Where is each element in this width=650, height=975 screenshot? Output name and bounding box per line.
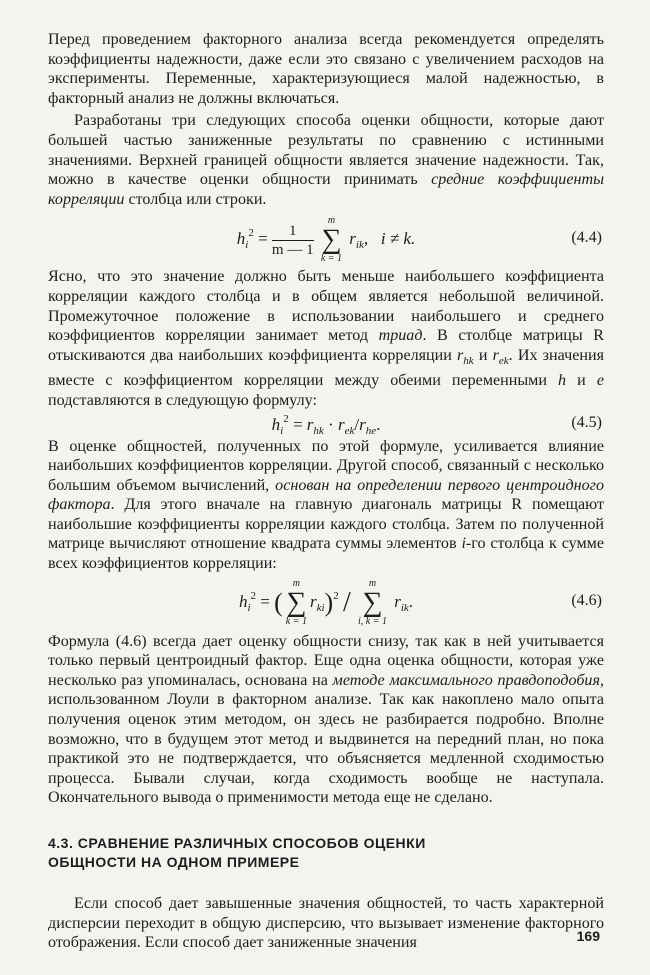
paragraph-max-likelihood: Формула (4.6) всегда дает оценку общности снизу, так как в ней учитывается только первый центроидный фактор. Еще одна оценка общности, которая уже несколько раз упоминалась, основана на методе максимального правдоподобия, использованном Лоули в факторном анализе. Так как накоплено мало опыта получения оценок этим методом, он здесь не разбирается подробно. Вполне возможно, что в будущем этот метод и выдвинется на передний план, но пока практикой это не подтверждается, что объясняется медленной сходимостью процесса. Бывали случаи, когда сходимость вообще не наступала. Окончательного вывода о применимости метода еще не сделано. <box>48 632 604 807</box>
page-number: 169 <box>576 928 600 944</box>
paragraph-methods-intro: Разработаны три следующих способа оценки общности, которые дают большей частью заниженные результаты по сравнению с истинными значениями. Верхней границей общности является значение надежности. Так, можно в качестве оценки общности принимать средние коэффициенты корреляции столбца или строки. <box>48 112 604 208</box>
equation-number: (4.6) <box>571 591 602 609</box>
paragraph-comparison: Если способ дает завышенные значения общностей, то часть характерной дисперсии переходит в общую дисперсию, что вызывает изменение факторного отображения. Если способ дает заниженные значения <box>48 895 604 952</box>
formula-4-6: $h_i^2$ = ( m ∑ k = 1 $r_{ki})^2$ / m ∑ i, k = 1 $r_{ik}$. (4.6) <box>238 577 602 627</box>
paragraph-reliability: Перед проведением факторного анализа всегда рекомендуется определять коэффициенты надежности, даже если это связано с увеличением расходов на эксперименты. Переменные, характеризующиеся малой надежностью, в факторный анализ не должны включаться. <box>48 31 604 107</box>
formula-4-5: $h_i^2 = r_{hk} \cdot r_{ek}/r_{he}$. (4.5) <box>271 412 602 437</box>
section-heading: 4.3. СРАВНЕНИЕ РАЗЛИЧНЫХ СПОСОБОВ ОЦЕНКИ ОБЩНОСТИ НА ОДНОМ ПРИМЕРЕ <box>48 835 426 870</box>
equation-number: (4.4) <box>571 229 602 247</box>
paragraph-triad-method: Ясно, что это значение должно быть меньше наибольшего коэффициента корреляции каждого столбца и в общем является небольшой величиной. Промежуточное положение в использовании наибольшего и среднего коэффициентов корреляции занимает метод триад. В столбце матрицы R отыскиваются два наибольших коэффициента корреляции $r_{hk}$ и $r_{ek}$. Их значения вместе с коэффициентом корреляции между обеими переменными h и e подставляются в следующую формулу: <box>48 268 604 409</box>
paragraph-centroid-method: В оценке общностей, полученных по этой формуле, усиливается влияние наибольших коэффициентов корреляции. Другой способ, связанный с несколько большим объемом вычислений, основан на определении первого центроидного фактора. Для этого вначале на главную диагональ матрицы R помещают наибольшие коэффициенты корреляции каждого столбца. Затем по полученной матрице вычисляют отношение квадрата суммы элементов i-го столбца к сумме всех коэффициентов корреляции: <box>48 437 604 573</box>
equation-number: (4.5) <box>571 413 602 431</box>
formula-4-4: $h_i^2$ = $\frac{1}{m — 1}$ m ∑ k = 1 $r_{ik}$, i ≠ k. (4.4) <box>236 215 602 265</box>
